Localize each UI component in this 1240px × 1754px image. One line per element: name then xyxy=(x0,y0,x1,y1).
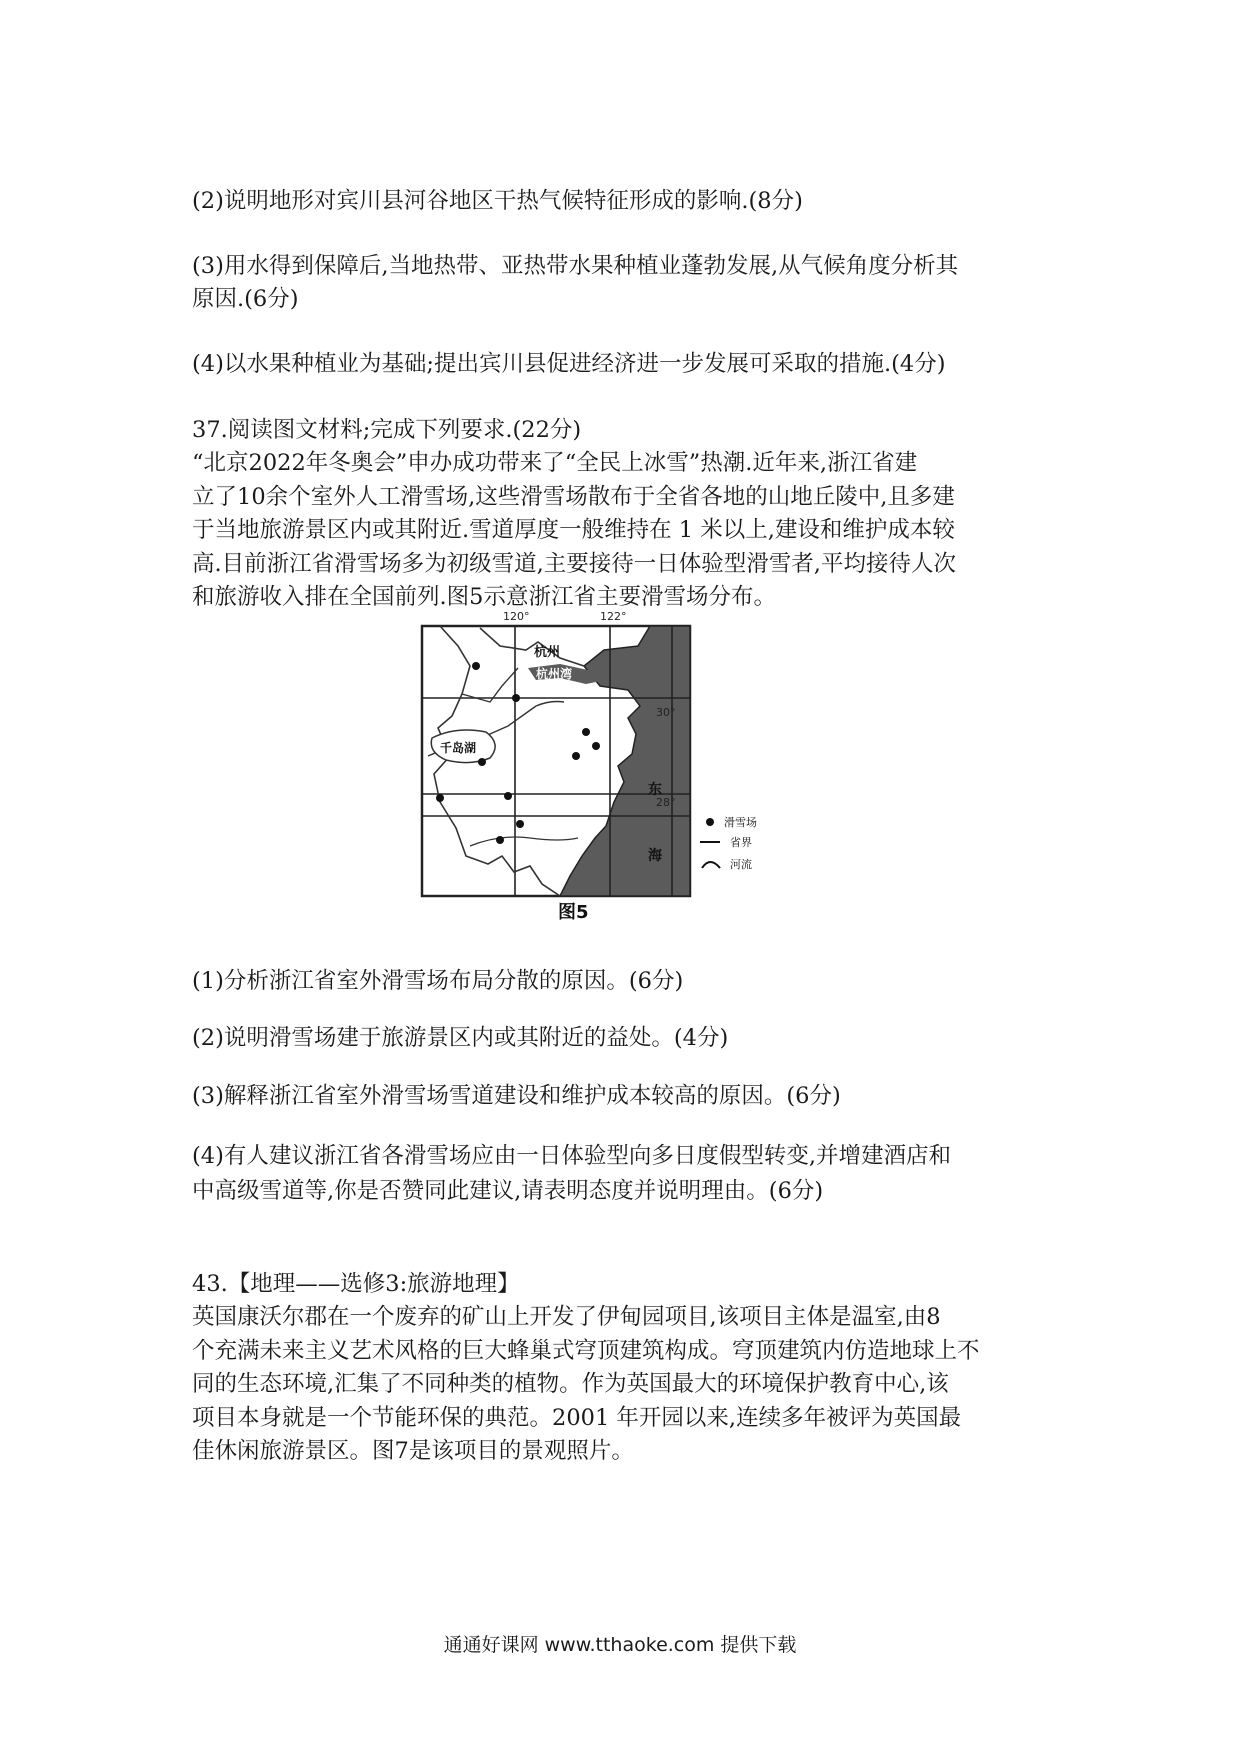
q43-paragraph-line: 个充满未来主义艺术风格的巨大蜂巢式穹顶建筑构成。穹顶建筑内仿造地球上不 xyxy=(192,1337,980,1364)
sea-label: 海 xyxy=(648,848,662,864)
legend-ski-icon xyxy=(706,818,714,826)
q37-paragraph xyxy=(192,447,1064,615)
ski-resort-point xyxy=(496,836,504,844)
q37-item-4-line2: 中高级雪道等,你是否赞同此建议,请表明态度并说明理由。(6分) xyxy=(192,1178,824,1204)
longitude-label: 122° xyxy=(600,610,627,623)
figure-caption: 图5 xyxy=(558,902,589,923)
q37-header: 37.阅读图文材料;完成下列要求.(22分) xyxy=(192,417,582,443)
figure-5-map xyxy=(410,606,830,926)
q37-paragraph-line: 立了10余个室外人工滑雪场,这些滑雪场散布于全省各地的山地丘陵中,且多建 xyxy=(192,483,955,510)
ski-resort-point xyxy=(478,758,486,766)
legend-river-icon xyxy=(702,862,720,868)
longitude-label: 120° xyxy=(503,610,530,623)
q37-item-4-line1: (4)有人建议浙江省各滑雪场应由一日体验型向多日度假型转变,并增建酒店和 xyxy=(192,1143,952,1169)
ski-resort-point xyxy=(504,792,512,800)
ski-resort-point xyxy=(516,820,524,828)
q43-header: 43.【地理——选修3:旅游地理】 xyxy=(192,1271,520,1297)
ski-resort-point xyxy=(512,694,520,702)
q36-item-2: (2)说明地形对宾川县河谷地区干热气候特征形成的影响.(8分) xyxy=(192,188,803,214)
ski-resort-point xyxy=(592,742,600,750)
q36-item-3-line1: (3)用水得到保障后,当地热带、亚热带水果种植业蓬勃发展,从气候角度分析其 xyxy=(192,253,959,279)
q36-item-4: (4)以水果种植业为基础;提出宾川县促进经济进一步发展可采取的措施.(4分) xyxy=(192,351,946,377)
latitude-label: 28° xyxy=(656,796,676,809)
latitude-label: 30° xyxy=(656,706,676,719)
q37-item-3: (3)解释浙江省室外滑雪场雪道建设和维护成本较高的原因。(6分) xyxy=(192,1083,841,1109)
ski-resort-point xyxy=(582,728,590,736)
legend-border-label: 省界 xyxy=(730,836,752,849)
q37-item-1: (1)分析浙江省室外滑雪场布局分散的原因。(6分) xyxy=(192,968,684,994)
sea-label: 东 xyxy=(648,782,662,798)
legend-ski-label: 滑雪场 xyxy=(724,816,757,829)
hangzhou-label: 杭州 xyxy=(534,645,561,660)
q43-paragraph-line: 同的生态环境,汇集了不同种类的植物。作为英国最大的环境保护教育中心,该 xyxy=(192,1371,949,1397)
q36-item-3-line2: 原因.(6分) xyxy=(192,286,299,312)
q43-paragraph-line: 佳休闲旅游景区。图7是该项目的景观照片。 xyxy=(192,1438,634,1464)
q37-paragraph-line: 和旅游收入排在全国前列.图5示意浙江省主要滑雪场分布。 xyxy=(192,584,776,610)
q37-paragraph-line: “北京2022年冬奥会”申办成功带来了“全民上冰雪”热潮.近年来,浙江省建 xyxy=(192,450,918,476)
zhejiang-ski-map xyxy=(410,606,830,926)
q37-paragraph-line: 高.目前浙江省滑雪场多为初级雪道,主要接待一日体验型滑雪者,平均接待人次 xyxy=(192,550,956,577)
ski-resort-point xyxy=(436,794,444,802)
footer-source: 通通好课网 www.tthaoke.com 提供下载 xyxy=(443,1634,797,1656)
q43-paragraph-line: 项目本身就是一个节能环保的典范。2001 年开园以来,连续多年被评为英国最 xyxy=(192,1404,962,1431)
hangzhou-bay-label: 杭州湾 xyxy=(536,667,573,681)
q43-paragraph xyxy=(192,1301,1064,1469)
ski-resort-point xyxy=(472,662,480,670)
ski-resort-point xyxy=(572,752,580,760)
qiandao-lake-label: 千岛湖 xyxy=(440,741,477,755)
q37-paragraph-line: 于当地旅游景区内或其附近.雪道厚度一般维持在 1 米以上,建设和维护成本较 xyxy=(192,517,955,543)
legend-river-label: 河流 xyxy=(730,858,752,871)
q43-paragraph-line: 英国康沃尔郡在一个废弃的矿山上开发了伊甸园项目,该项目主体是温室,由8 xyxy=(192,1304,941,1330)
q37-item-2: (2)说明滑雪场建于旅游景区内或其附近的益处。(4分) xyxy=(192,1025,729,1051)
